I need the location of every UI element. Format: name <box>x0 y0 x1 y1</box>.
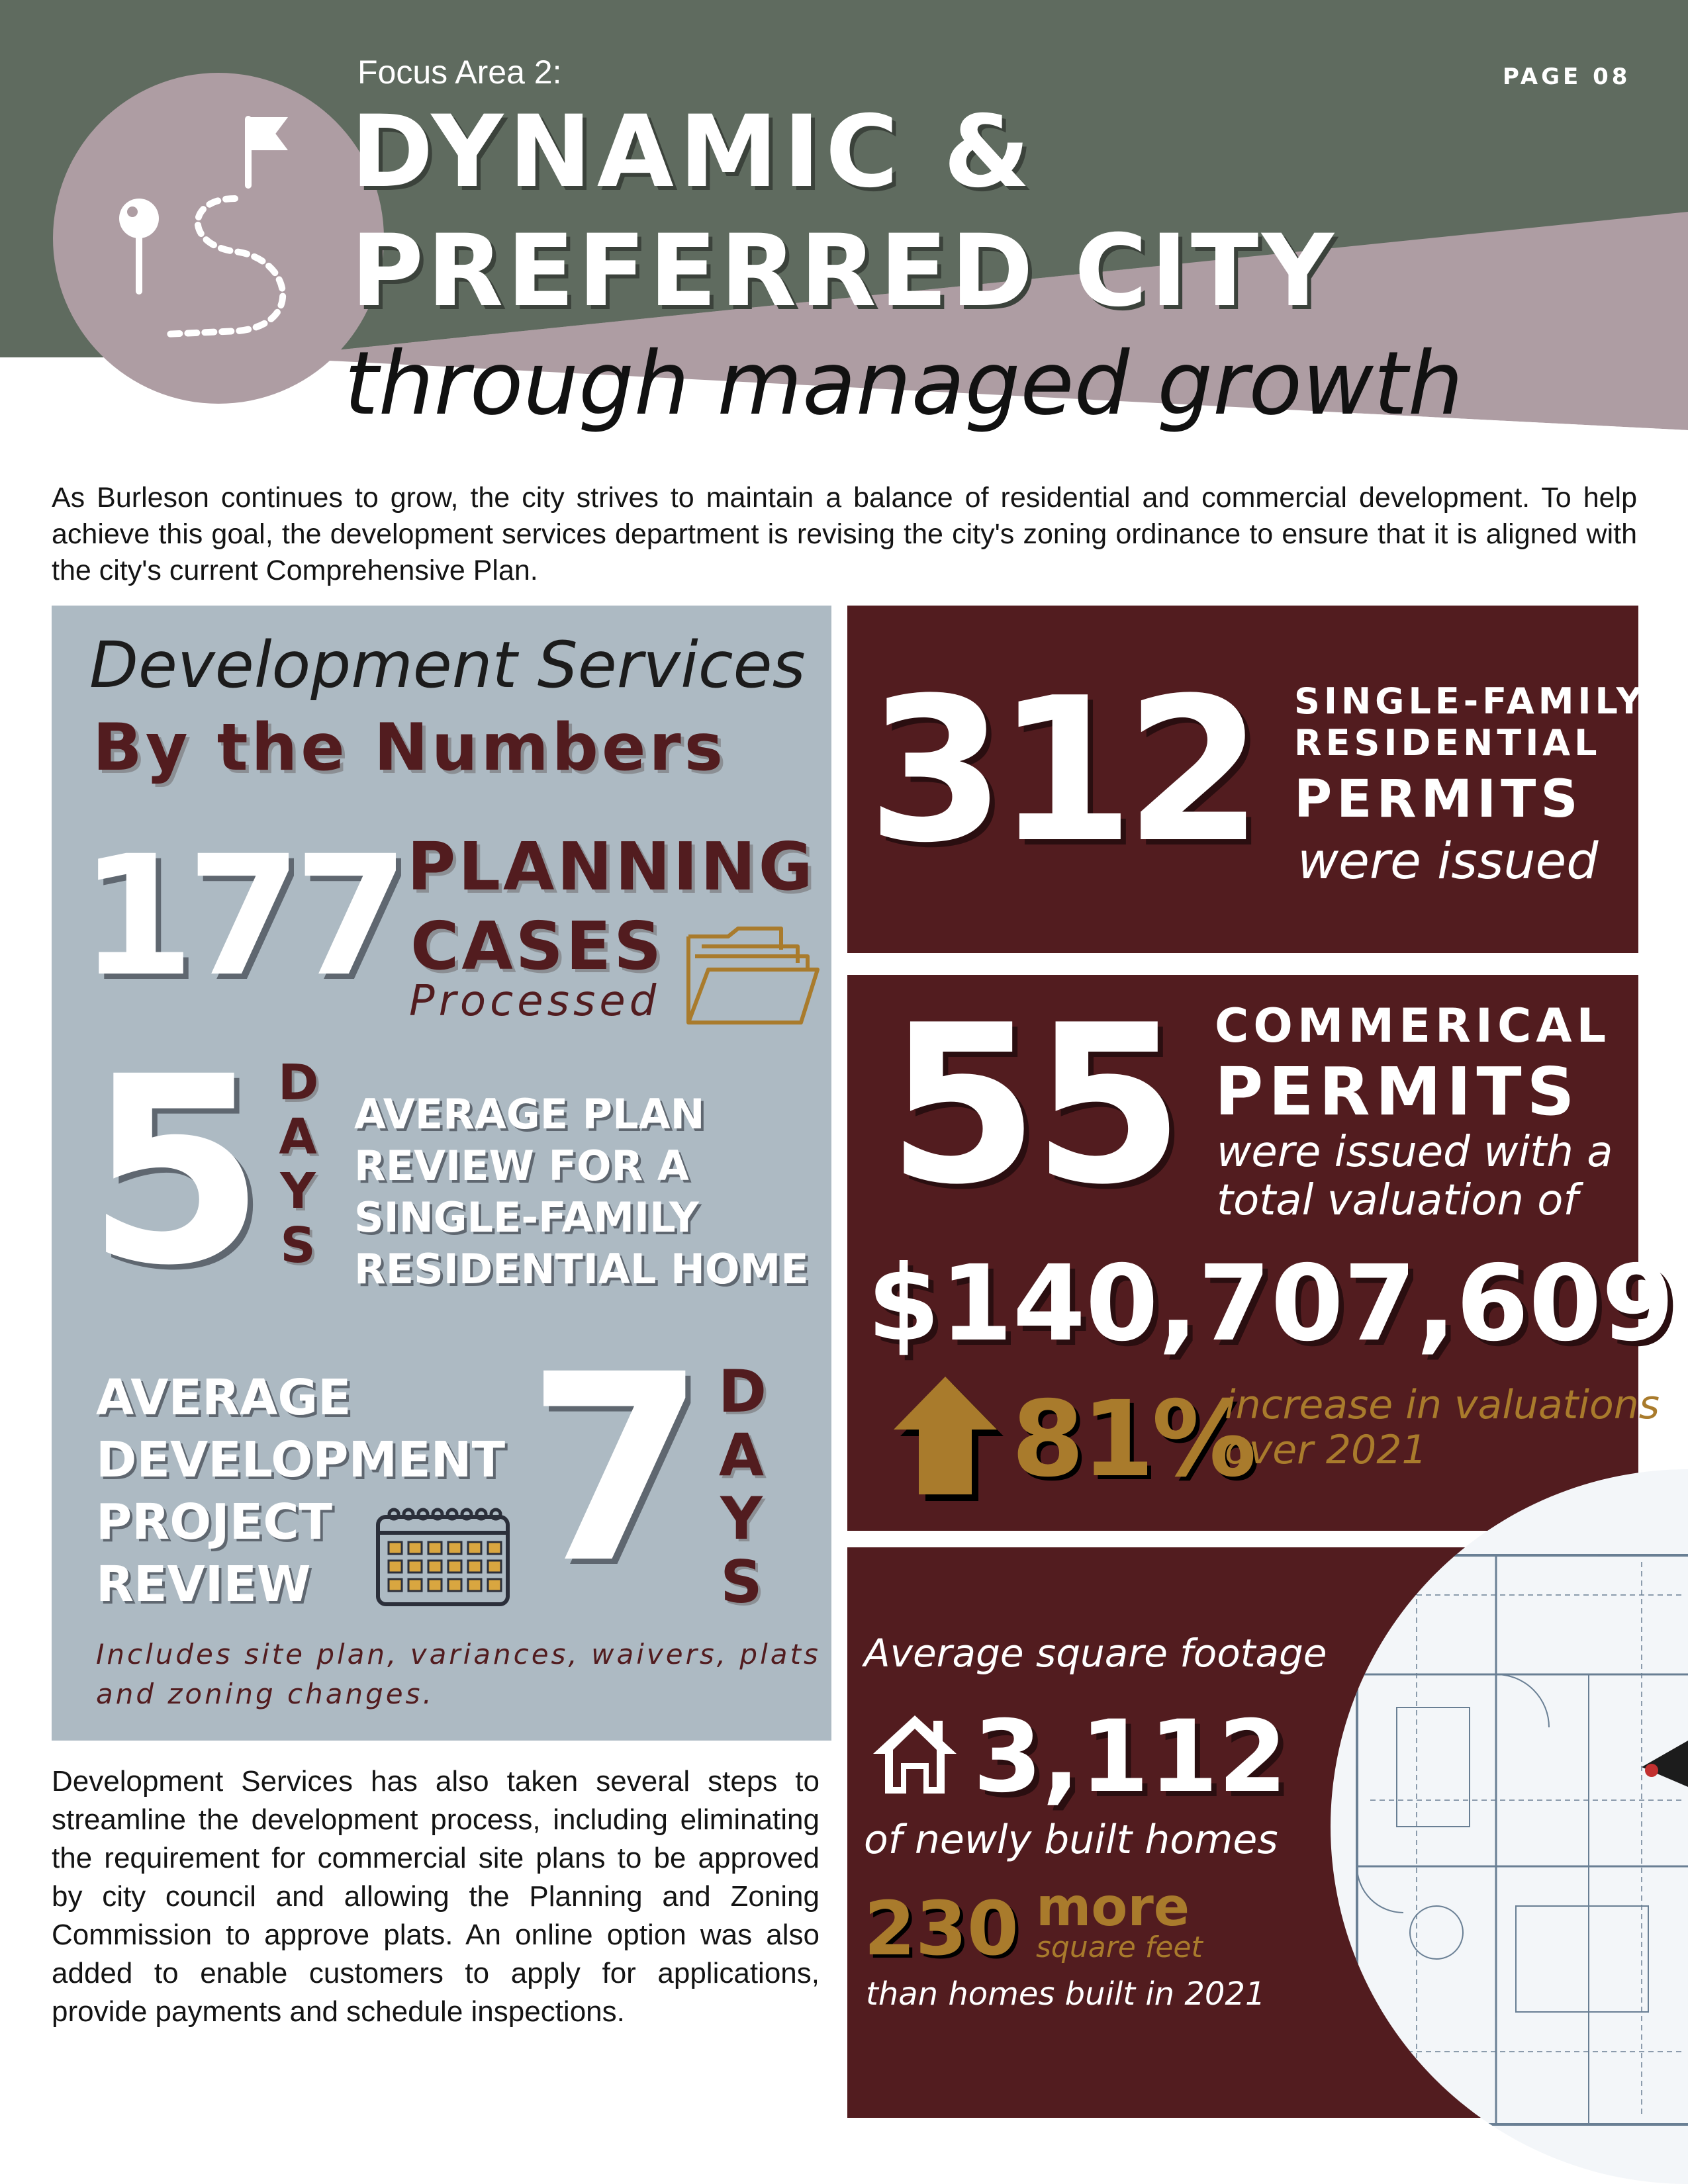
residential-line4: were issued <box>1297 831 1599 890</box>
residential-permits-value: 312 <box>867 655 1254 886</box>
square-footage-line3: than homes built in 2021 <box>866 1976 1266 2013</box>
planning-cases-value: 177 <box>79 820 401 1013</box>
square-footage-label: Average square footage <box>864 1631 1327 1676</box>
days-letter-s: S <box>280 1217 316 1274</box>
commercial-valuation: $140,707,609 <box>867 1243 1675 1365</box>
commercial-line1: COMMERICAL <box>1215 999 1611 1053</box>
plan-review-description <box>354 1089 809 1295</box>
page-title-line1: DYNAMIC & <box>351 95 1036 210</box>
plan-review-days <box>278 1056 318 1273</box>
arrow-up-icon <box>892 1377 1005 1502</box>
residential-line2: RESIDENTIAL <box>1294 722 1601 764</box>
square-footage-line2: of newly built homes <box>864 1817 1278 1863</box>
blueprint-photo <box>1218 1456 1688 2184</box>
commercial-line2: PERMITS <box>1215 1053 1580 1130</box>
commercial-permits-value: 55 <box>887 978 1178 1232</box>
days-letter-a: A <box>718 1421 765 1489</box>
project-review-note-line2: and zoning changes. <box>96 1678 434 1710</box>
valuation-increase-line2: over 2021 <box>1225 1427 1427 1473</box>
residential-line1: SINGLE-FAMILY <box>1294 680 1646 722</box>
planning-cases-line2: CASES <box>410 907 665 985</box>
more-value: 230 <box>864 1886 1019 1972</box>
commercial-line4: total valuation of <box>1217 1176 1578 1225</box>
panel-heading-script: Development Services <box>89 628 806 702</box>
intro-paragraph: As Burleson continues to grow, the city strives to maintain a balance of residential and commercial development. To help achieve this goal, the development services department is revising the city's zoning ordinance to ensure that it is aligned with the city's current Comprehensive Plan. <box>52 482 1637 586</box>
more-word: more <box>1036 1876 1190 1938</box>
planning-cases-line3: Processed <box>409 977 661 1026</box>
plan-review-line2: REVIEW FOR A <box>354 1142 689 1190</box>
days-letter-a: A <box>279 1109 317 1165</box>
project-review-value: 7 <box>526 1319 706 1619</box>
calendar-icon <box>374 1502 513 1608</box>
plan-review-line1: AVERAGE PLAN <box>354 1090 705 1138</box>
project-review-line4: REVIEW <box>96 1556 311 1613</box>
panel-heading-bold: By the Numbers <box>93 710 727 786</box>
page-subtitle: through managed growth <box>344 333 1464 435</box>
days-letter-d: D <box>718 1357 767 1426</box>
plan-review-line3: SINGLE-FAMILY <box>354 1193 699 1242</box>
project-review-note-line1: Includes site plan, variances, waivers, plats <box>96 1638 821 1670</box>
focus-area-label: Focus Area 2: <box>357 54 562 91</box>
commercial-line3: were issued with a <box>1217 1128 1613 1177</box>
residential-line3: PERMITS <box>1294 770 1583 829</box>
valuation-increase-line1: increase in valuations <box>1225 1382 1660 1428</box>
days-letter-s: S <box>720 1548 763 1616</box>
days-letter-y: Y <box>720 1484 763 1553</box>
more-unit: square feet <box>1036 1931 1203 1964</box>
days-letter-d: D <box>278 1054 319 1111</box>
project-review-line3: PROJECT <box>96 1494 332 1551</box>
house-icon <box>870 1713 960 1796</box>
valuation-increase-value: 81% <box>1011 1379 1254 1500</box>
body-paragraph: Development Services has also taken several steps to streamline the development process, including eliminating the requirement for commercial site plans to be approved by city council and allowing the Planning and Zoning Commission to approve plats. An online option was also added to enable customers to apply for applications, provide payments and schedule inspections. <box>52 1765 820 2028</box>
plan-review-value: 5 <box>86 1021 266 1322</box>
plan-review-line4: RESIDENTIAL HOME <box>354 1245 809 1293</box>
page-title-line2: PREFERRED CITY <box>351 214 1337 329</box>
project-review-line2: DEVELOPMENT <box>96 1432 506 1488</box>
project-review-line1: AVERAGE <box>96 1369 352 1426</box>
folder-icon <box>682 923 821 1029</box>
project-review-days <box>718 1357 767 1616</box>
square-footage-value: 3,112 <box>973 1700 1288 1815</box>
days-letter-y: Y <box>280 1163 316 1220</box>
planning-cases-line1: PLANNING <box>407 828 816 905</box>
project-review-note <box>96 1635 821 1714</box>
route-map-icon <box>53 73 384 404</box>
page-number: PAGE 08 <box>1503 64 1631 90</box>
